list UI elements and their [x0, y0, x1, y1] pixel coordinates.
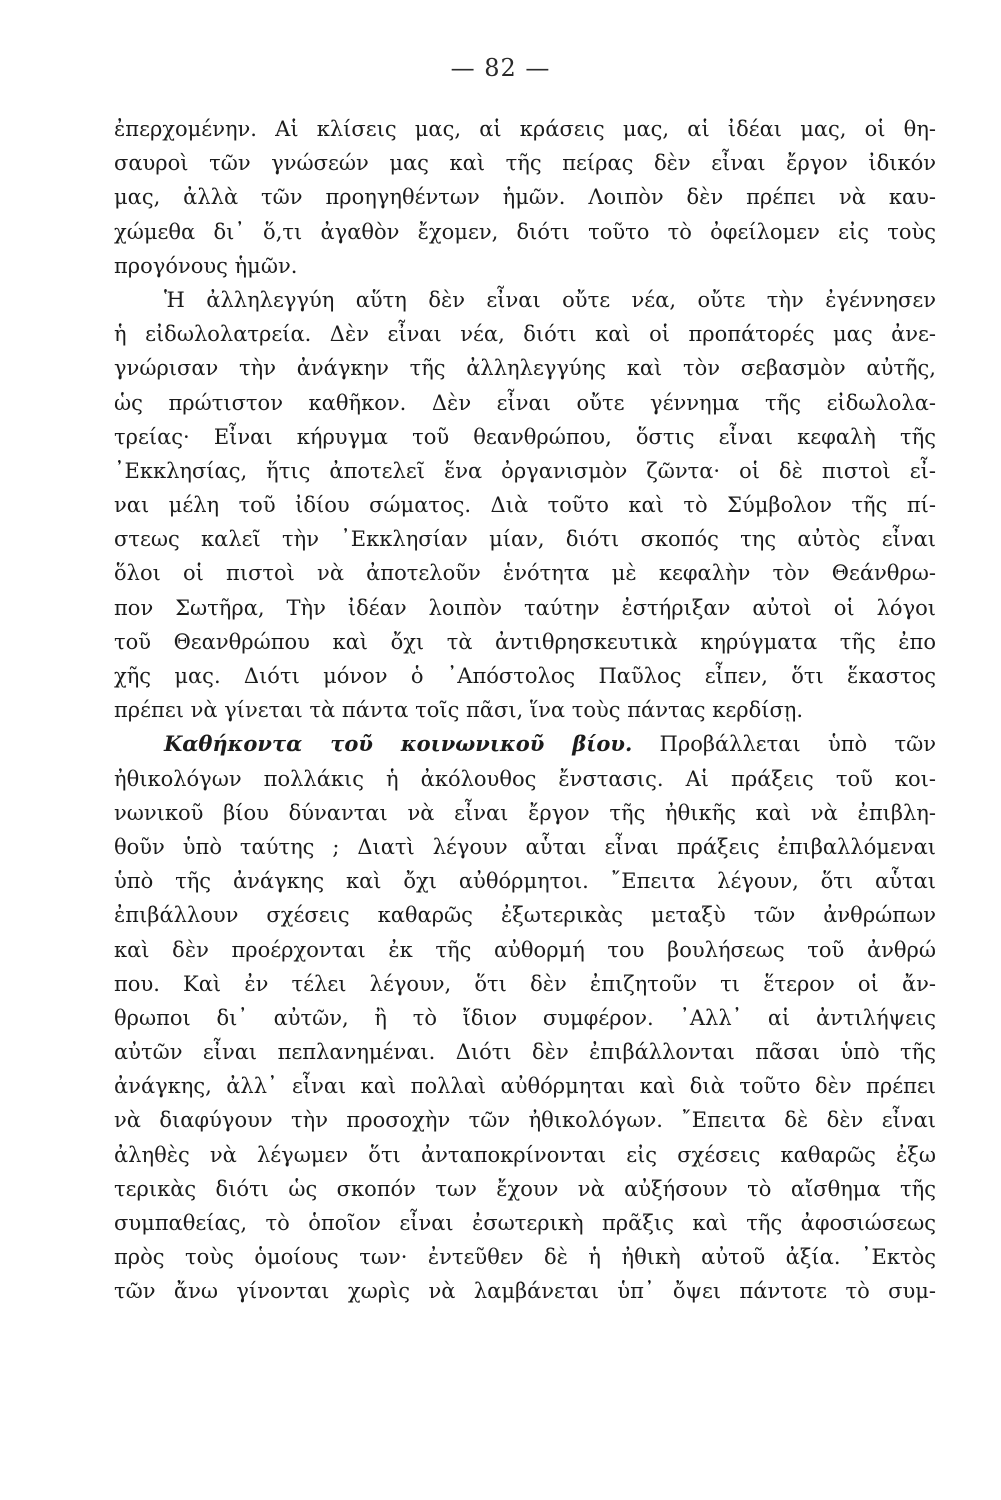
text-line: που. Καὶ ἐν τέλει λέγουν, ὅτι δὲν ἐπιζητοῦν τι ἕτερον οἱ ἄν-: [114, 971, 936, 996]
text-line: ὡς πρώτιστον καθῆκον. Δὲν εἶναι οὔτε γέννημα τῆς εἰδωλολα-: [114, 390, 936, 415]
text-line: ὑπὸ τῆς ἀνάγκης καὶ ὄχι αὐθόρμητοι. ῎Επειτα λέγουν, ὅτι αὗται: [114, 869, 936, 894]
section-heading-continuation: Προβάλλεται ὑπὸ τῶν: [659, 732, 936, 757]
text-line: γνώρισαν τὴν ἀνάγκην τῆς ἀλληλεγγύης καὶ τὸν σεβασμὸν αὐτῆς,: [114, 356, 936, 381]
text-line: προγόνους ἡμῶν.: [114, 253, 298, 278]
text-line: νὰ διαφύγουν τὴν προσοχὴν τῶν ἠθικολόγων. ῎Επειτα δὲ δὲν εἶναι: [114, 1108, 936, 1133]
text-line: ἀνάγκης, ἀλλ᾿ εἶναι καὶ πολλαὶ αὐθόρμηται καὶ διὰ τοῦτο δὲν πρέπει: [114, 1074, 936, 1099]
text-line: στεως καλεῖ τὴν ᾿Εκκλησίαν μίαν, διότι σκοπός της αὐτὸς εἶναι: [114, 527, 936, 552]
text-line: ναι μέλη τοῦ ἰδίου σώματος. Διὰ τοῦτο καὶ τὸ Σύμβολον τῆς πί-: [114, 493, 936, 518]
text-line: Ἡ ἀλληλεγγύη αὕτη δὲν εἶναι οὔτε νέα, οὔτε τὴν ἐγέννησεν: [164, 287, 936, 312]
text-line: σαυροὶ τῶν γνώσεών μας καὶ τῆς πείρας δὲν εἶναι ἔργον ἰδικόν: [114, 151, 936, 176]
text-line: ἡ εἰδωλολατρεία. Δὲν εἶναι νέα, διότι καὶ οἱ προπάτορές μας ἀνε-: [114, 322, 936, 347]
text-line: νωνικοῦ βίου δύνανται νὰ εἶναι ἔργον τῆς ἠθικῆς καὶ νὰ ἐπιβλη-: [114, 800, 936, 825]
section-heading-line: [114, 727, 936, 761]
text-line: ὅλοι οἱ πιστοὶ νὰ ἀποτελοῦν ἑνότητα μὲ κεφαλὴν τὸν Θεάνθρω-: [114, 561, 936, 586]
text-line: ᾿Εκκλησίας, ἥτις ἀποτελεῖ ἕνα ὀργανισμὸν ζῶντα· οἱ δὲ πιστοὶ εἶ-: [114, 458, 936, 483]
text-line: καὶ δὲν προέρχονται ἐκ τῆς αὐθορμή του βουλήσεως τοῦ ἀνθρώ: [114, 937, 936, 962]
text-line: τερικὰς διότι ὡς σκοπόν των ἔχουν νὰ αὐξήσουν τὸ αἴσθημα τῆς: [114, 1176, 936, 1201]
text-line: αὐτῶν εἶναι πεπλανημέναι. Διότι δὲν ἐπιβάλλονται πᾶσαι ὑπὸ τῆς: [114, 1040, 936, 1065]
body-text: [114, 112, 936, 1309]
text-line: πον Σωτῆρα, Τὴν ἰδέαν λοιπὸν ταύτην ἐστήριξαν αὐτοὶ οἱ λόγοι: [114, 595, 936, 620]
text-line: μας, ἀλλὰ τῶν προηγηθέντων ἡμῶν. Λοιπὸν δὲν πρέπει νὰ καυ-: [114, 185, 936, 210]
text-line: τρείας· Εἶναι κήρυγμα τοῦ θεανθρώπου, ὅστις εἶναι κεφαλὴ τῆς: [114, 424, 936, 449]
text-line: ἀληθὲς νὰ λέγωμεν ὅτι ἀνταποκρίνονται εἰς σχέσεις καθαρῶς ἐξω: [114, 1142, 936, 1167]
text-line: ἐπιβάλλουν σχέσεις καθαρῶς ἐξωτερικὰς μεταξὺ τῶν ἀνθρώπων: [114, 903, 936, 928]
text-line: τῶν ἄνω γίνονται χωρὶς νὰ λαμβάνεται ὑπ᾿ ὄψει πάντοτε τὸ συμ-: [114, 1279, 936, 1304]
text-line: τοῦ Θεανθρώπου καὶ ὄχι τὰ ἀντιθρησκευτικὰ κηρύγματα τῆς ἐπο: [114, 629, 936, 654]
text-line: θρωποι δι᾿ αὐτῶν, ἢ τὸ ἴδιον συμφέρον. ᾿Αλλ᾿ αἱ ἀντιλήψεις: [114, 1005, 936, 1030]
page-number: — 82 —: [450, 54, 551, 82]
text-line: χῆς μας. Διότι μόνον ὁ ᾿Απόστολος Παῦλος εἶπεν, ὅτι ἕκαστος: [114, 664, 936, 688]
text-line: θοῦν ὑπὸ ταύτης ; Διατὶ λέγουν αὗται εἶναι πράξεις ἐπιβαλλόμεναι: [114, 834, 936, 859]
text-line: χώμεθα δι᾿ ὅ,τι ἀγαθὸν ἔχομεν, διότι τοῦτο τὸ ὀφείλομεν εἰς τοὺς: [114, 219, 936, 244]
text-line: ἠθικολόγων πολλάκις ἡ ἀκόλουθος ἔνστασις. Αἱ πράξεις τοῦ κοι-: [114, 766, 936, 791]
text-line: συμπαθείας, τὸ ὁποῖον εἶναι ἐσωτερικὴ πρᾶξις καὶ τῆς ἀφοσιώσεως: [114, 1211, 936, 1235]
text-line: ἐπερχομένην. Αἱ κλίσεις μας, αἱ κράσεις μας, αἱ ἰδέαι μας, οἱ θη-: [114, 117, 936, 141]
text-line: πρέπει νὰ γίνεται τὰ πάντα τοῖς πᾶσι, ἵνα τοὺς πάντας κερδίσῃ.: [114, 698, 804, 723]
text-line: πρὸς τοὺς ὁμοίους των· ἐντεῦθεν δὲ ἡ ἠθικὴ αὐτοῦ ἀξία. ᾿Εκτὸς: [114, 1245, 936, 1270]
section-heading: Καθήκοντα τοῦ κοινωνικοῦ βίου.: [164, 731, 633, 757]
